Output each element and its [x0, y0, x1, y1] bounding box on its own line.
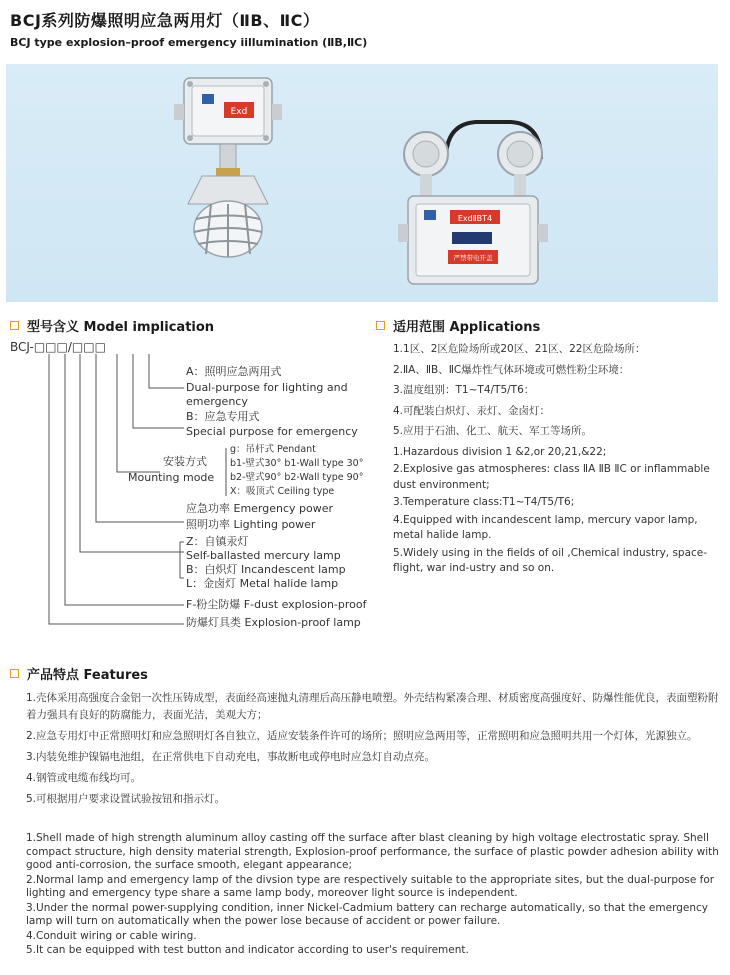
label-mount-g: g：吊杆式 Pendant — [230, 444, 316, 455]
model-code: BCJ-□□□/□□□ — [10, 340, 106, 354]
label-explosion-proof: 防爆灯具类 Explosion-proof lamp — [186, 616, 361, 629]
list-item: 3.内装免维护镍镉电池组，在正常供电下自动充电，事故断电或停电时应急灯自动点亮。 — [26, 751, 436, 763]
label-z-en: Self-ballasted mercury lamp — [186, 549, 341, 562]
list-item: 5.可根据用户要求设置试验按钮和指示灯。 — [26, 793, 226, 805]
list-item: 5.应用于石油、化工、航天、军工等场所。 — [393, 425, 593, 437]
product-photo — [6, 64, 718, 302]
exd-mark: Exd — [230, 107, 248, 117]
features-list-cn — [26, 690, 726, 812]
list-item: 4.Equipped with incandescent lamp, mercury vapor lamp, metal halide lamp. — [393, 513, 698, 541]
list-item: 1.1区、2区危险场所或20区、21区、22区危险场所： — [393, 343, 646, 355]
label-incandescent: B：白炽灯 Incandescent lamp — [186, 563, 346, 576]
label-b-en: Special purpose for emergency — [186, 425, 358, 438]
list-item: 4.Conduit wiring or cable wiring. — [26, 929, 197, 942]
list-item: 3.Temperature class:T1~T4/T5/T6; — [393, 496, 575, 508]
features-heading: 产品特点 Features — [10, 664, 148, 683]
list-item: 3.温度组别：T1~T4/T5/T6： — [393, 384, 535, 396]
label-z-cn: Z：自镇汞灯 — [186, 535, 249, 548]
label-a-en2: emergency — [186, 395, 248, 408]
applications-list — [393, 342, 723, 579]
label-b-cn: B：应急专用式 — [186, 410, 260, 423]
label-a-en: Dual-purpose for lighting and — [186, 381, 348, 394]
model-heading: 型号含义 Model implication — [10, 316, 214, 335]
pendant-lamp — [174, 78, 282, 257]
list-item: 1.壳体采用高强度合金铝一次性压铸成型，表面经高速抛丸清理后高压静电喷塑。外壳结构紧凑合理、材质密度高强度好、防爆性能优良，表面塑粉附着力强具有良好的防腐能力，表面光洁，美观大方； — [26, 692, 719, 721]
page-title: BCJ系列防爆照明应急两用灯（ⅡB、ⅡC） — [10, 11, 320, 30]
label-mount-b2: b2-壁式90° b2-Wall type 90° — [230, 472, 364, 483]
label-halide: L：金卤灯 Metal halide lamp — [186, 577, 339, 590]
list-item: 1.Hazardous division 1 &2,or 20,21,&22; — [393, 445, 607, 458]
list-item: 5.Widely using in the fields of oil ,Chemical industry, space-flight, war ind-ustry and so on. — [393, 546, 708, 574]
label-mount-x: X：吸顶式 Ceiling type — [230, 486, 335, 497]
label-mount-cn: 安装方式 — [163, 455, 207, 468]
square-bullet-icon — [376, 321, 385, 330]
features-list-en — [26, 832, 726, 959]
warning-plate: 严禁带电开盖 — [453, 254, 493, 262]
label-mount-b1: b1-壁式30° b1-Wall type 30° — [230, 458, 364, 469]
exd-rating-mark: ExdⅡBT4 — [457, 214, 493, 223]
list-item: 2.ⅡA、ⅡB、ⅡC爆炸性气体环境或可燃性粉尘环境： — [393, 363, 630, 376]
lamp-illustration — [6, 64, 718, 302]
label-mount-en: Mounting mode — [128, 471, 215, 484]
list-item: 2.应急专用灯中正常照明灯和应急照明灯各自独立，适应安装条件许可的场所；照明应急两用等，正常照明和应急照明共用一个灯体，光源独立。 — [26, 730, 698, 742]
square-bullet-icon — [10, 669, 19, 678]
applications-heading: 适用范围 Applications — [376, 316, 540, 335]
list-item: 3.Under the normal power-supplying condition, inner Nickel-Cadmium battery can recharge automatically, so that the emergency lamp will turn on automatically when the power lose because of accident or power failure. — [26, 901, 708, 927]
label-dust: F-粉尘防爆 F-dust explosion-proof — [186, 598, 367, 611]
list-item: 1.Shell made of high strength aluminum alloy casting off the surface after blast cleaning by high voltage electrostatic spray. Shell compact structure, high density material strength, Explosion-proof performance, the surface of plastic powder adhesion ability with good anti-corrosion, the surface smooth, elegant appearance; — [26, 832, 719, 871]
list-item: 2.Explosive gas atmospheres: class ⅡA ⅡB ⅡC or inflammable dust environment; — [393, 463, 710, 491]
list-item: 2.Normal lamp and emergency lamp of the divsion type are respectively suitable to the appropriate sites, but the dual-purpose for lighting and emergency type share a same lamp body, moreover light source is independent. — [26, 873, 715, 899]
label-emergency-power: 应急功率 Emergency power — [186, 502, 334, 515]
emergency-lamp — [398, 122, 548, 284]
list-item: 5.It can be equipped with test button and indicator according to user's requirement. — [26, 944, 469, 956]
page-subtitle: BCJ type explosion–proof emergency iillumination (ⅡB,ⅡC) — [10, 36, 368, 49]
label-a-cn: A：照明应急两用式 — [186, 365, 282, 378]
model-diagram — [0, 330, 380, 640]
list-item: 4.钢管或电缆布线均可。 — [26, 772, 142, 784]
label-lighting-power: 照明功率 Lighting power — [186, 518, 316, 531]
list-item: 4.可配装白炽灯、汞灯、金卤灯： — [393, 404, 551, 417]
square-bullet-icon — [10, 321, 19, 330]
